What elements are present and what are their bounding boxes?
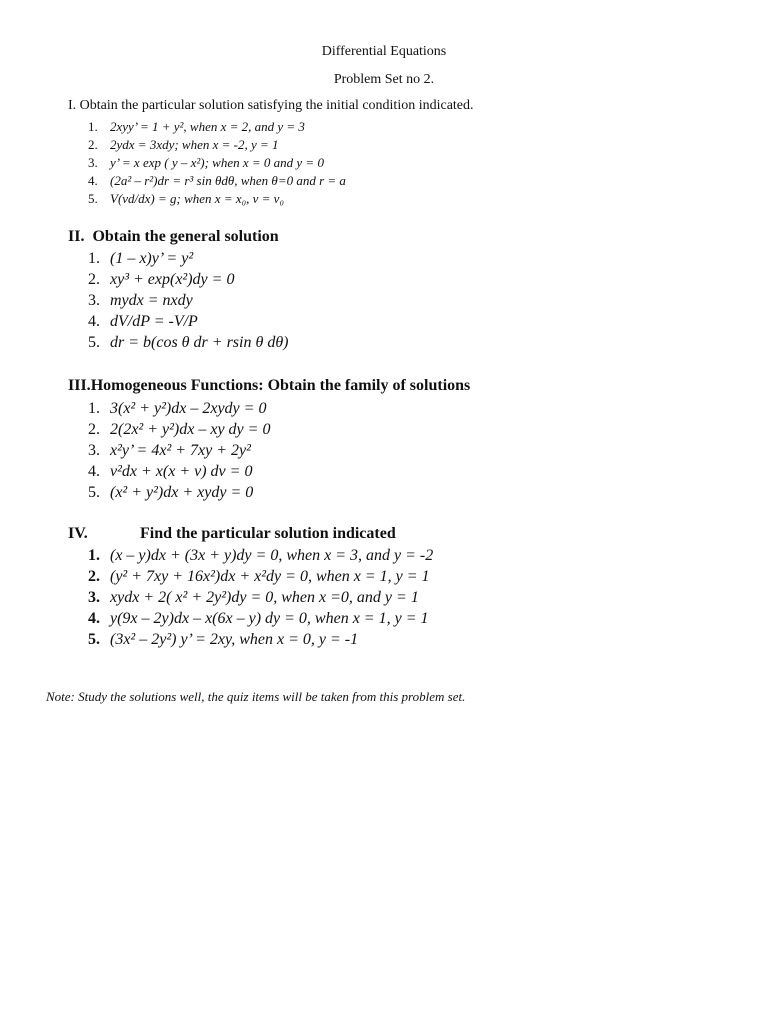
section-3-heading	[68, 377, 470, 395]
section-4-list	[88, 545, 433, 650]
problem-text: 2ydx = 3xdy; when x = -2, y = 1	[110, 137, 279, 152]
section-1-heading: I. Obtain the particular solution satisfying the initial condition indicated.	[68, 98, 474, 113]
list-item: 2. 2(2x² + y²)dx – xy dy = 0	[88, 421, 271, 438]
problem-text: x²y’ = 4x² + 7xy + 2y²	[110, 442, 251, 459]
section-3-list	[88, 398, 270, 503]
list-item: 4. dV/dP = -V/P	[88, 313, 198, 330]
problem-text: dr = b(cos θ dr + rsin θ dθ)	[110, 334, 289, 351]
list-item: 4. (2a² – r²)dr = r³ sin θdθ, when θ=0 and r = a	[88, 173, 346, 188]
list-item: 5. dr = b(cos θ dr + rsin θ dθ)	[88, 334, 289, 351]
document-subtitle: Problem Set no 2.	[333, 72, 435, 87]
list-item: 3. xydx + 2( x² + 2y²)dy = 0, when x =0, and y = 1	[88, 589, 419, 606]
section-title: Homogeneous Functions: Obtain the family of solutions	[90, 377, 471, 394]
list-item: 3. x²y’ = 4x² + 7xy + 2y²	[88, 442, 251, 459]
problem-text: (x² + y²)dx + xydy = 0	[110, 484, 254, 501]
list-item: 5. (x² + y²)dx + xydy = 0	[88, 484, 254, 501]
list-item: 2. (y² + 7xy + 16x²)dx + x²dy = 0, when x = 1, y = 1	[88, 568, 430, 585]
problem-text: y’ = x exp ( y – x²); when x = 0 and y = 0	[110, 155, 324, 170]
problem-text: (1 – x)y’ = y²	[110, 250, 194, 267]
problem-text: 3(x² + y²)dx – 2xydy = 0	[110, 400, 267, 417]
list-item: 5. V(vd/dx) = g; when x = x₀, v = v₀	[88, 191, 284, 206]
problem-text: v²dx + x(x + v) dv = 0	[110, 463, 253, 480]
section-4-heading	[68, 525, 396, 543]
list-item: 3. y’ = x exp ( y – x²); when x = 0 and y = 0	[88, 155, 324, 170]
problem-text: (2a² – r²)dr = r³ sin θdθ, when θ=0 and r = a	[110, 173, 346, 188]
problem-text: xydx + 2( x² + 2y²)dy = 0, when x =0, and y = 1	[110, 589, 419, 606]
problem-text: xy³ + exp(x²)dy = 0	[110, 271, 235, 288]
problem-text: V(vd/dx) = g; when x = x₀, v = v₀	[110, 191, 284, 206]
list-item: 2. 2ydx = 3xdy; when x = -2, y = 1	[88, 137, 279, 152]
problem-text: (y² + 7xy + 16x²)dx + x²dy = 0, when x = 1, y = 1	[110, 568, 430, 585]
section-2-list	[88, 248, 289, 353]
problem-text: 2(2x² + y²)dx – xy dy = 0	[110, 421, 271, 438]
section-numeral: IV.	[68, 525, 88, 542]
section-1-list	[88, 118, 346, 208]
list-item: 2. xy³ + exp(x²)dy = 0	[88, 271, 235, 288]
list-item: 1. 2xyy’ = 1 + y², when x = 2, and y = 3	[88, 119, 305, 134]
section-title: Obtain the general solution	[92, 228, 279, 245]
problem-text: (3x² – 2y²) y’ = 2xy, when x = 0, y = -1	[110, 631, 359, 648]
list-item: 5. (3x² – 2y²) y’ = 2xy, when x = 0, y = -1	[88, 631, 359, 648]
list-item: 1. 3(x² + y²)dx – 2xydy = 0	[88, 400, 267, 417]
problem-text: 2xyy’ = 1 + y², when x = 2, and y = 3	[110, 119, 305, 134]
section-title: Find the particular solution indicated	[140, 525, 396, 542]
problem-text: (x – y)dx + (3x + y)dy = 0, when x = 3, and y = -2	[110, 547, 434, 564]
list-item: 1. (x – y)dx + (3x + y)dy = 0, when x = 3, and y = -2	[88, 547, 434, 564]
problem-text: dV/dP = -V/P	[110, 313, 198, 330]
section-numeral: II.	[68, 228, 85, 245]
document-title: Differential Equations	[321, 44, 447, 59]
section-numeral: III.	[68, 377, 91, 394]
section-2-heading	[68, 228, 279, 246]
problem-text: mydx = nxdy	[110, 292, 193, 309]
study-note: Note: Study the solutions well, the quiz items will be taken from this problem set.	[46, 689, 466, 704]
problem-text: y(9x – 2y)dx – x(6x – y) dy = 0, when x = 1, y = 1	[110, 610, 429, 627]
list-item: 4. y(9x – 2y)dx – x(6x – y) dy = 0, when x = 1, y = 1	[88, 610, 429, 627]
list-item: 3. mydx = nxdy	[88, 292, 193, 309]
list-item: 4. v²dx + x(x + v) dv = 0	[88, 463, 253, 480]
list-item: 1. (1 – x)y’ = y²	[88, 250, 194, 267]
